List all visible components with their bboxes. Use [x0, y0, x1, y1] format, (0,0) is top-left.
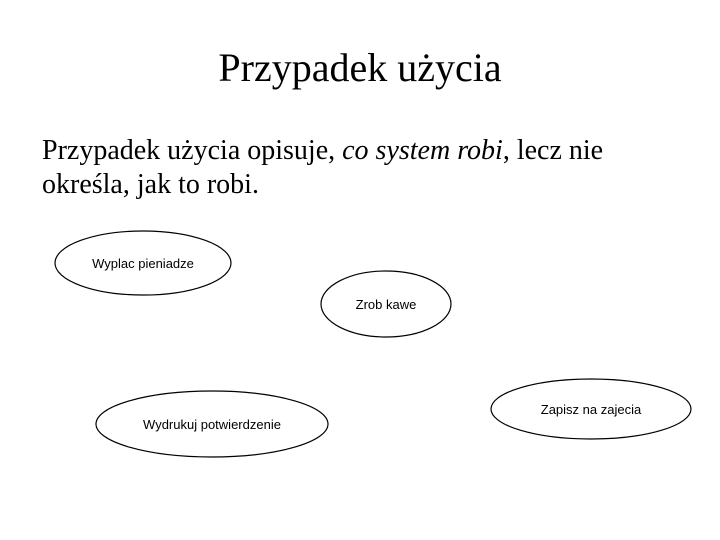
- use-case-wydrukuj-potwierdzenie: [95, 390, 329, 458]
- use-case-label: Zrob kawe: [355, 296, 417, 312]
- use-case-zapisz-na-zajecia: [490, 378, 692, 440]
- slide-body-text: [42, 134, 692, 202]
- body-text-part2: , lecz nie określa, jak to robi.: [42, 135, 604, 200]
- use-case-label: Wyplac pieniadze: [92, 255, 194, 271]
- use-case-wyplac-pieniadze: [54, 230, 232, 296]
- use-case-zrob-kawe: [320, 270, 452, 338]
- use-case-label: Zapisz na zajecia: [540, 401, 642, 417]
- slide-title: Przypadek użycia: [218, 45, 502, 90]
- body-text-italic: co system robi: [342, 135, 503, 166]
- body-text-part1: Przypadek użycia opisuje,: [42, 135, 343, 166]
- use-case-label: Wydrukuj potwierdzenie: [143, 416, 281, 432]
